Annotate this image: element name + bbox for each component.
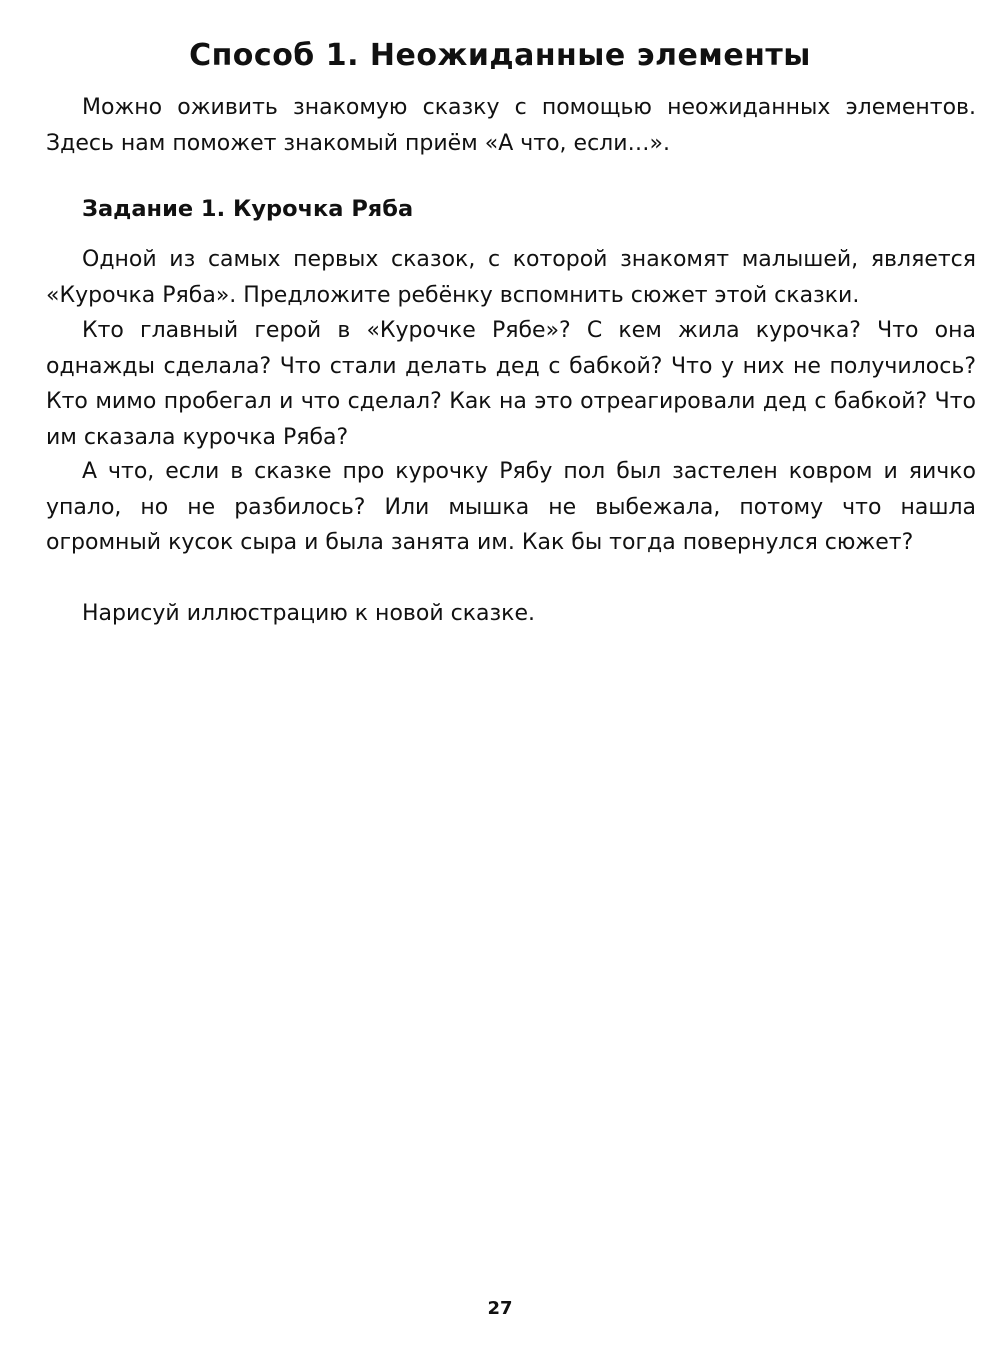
- page-number: 27: [487, 1298, 513, 1319]
- paragraph-what-if: А что, если в сказке про курочку Рябу пол был застелен ковром и яичко упало, но не разбилось? Или мышка не выбежала, потому что нашла огромный кусок сыра и была занята им. Как бы тогда повернулся сюжет?: [46, 459, 976, 555]
- paragraph-fairy-tale-intro: Одной из самых первых сказок, с которой знакомят малышей, является «Курочка Ряба». Предложите ребёнку вспомнить сюжет этой сказки.: [46, 247, 976, 308]
- section-title: Способ 1. Неожиданные элементы: [189, 38, 811, 73]
- intro-paragraph: Можно оживить знакомую сказку с помощью неожиданных элементов. Здесь нам поможет знакомый приём «А что, если…».: [46, 95, 976, 156]
- task-heading: Задание 1. Курочка Ряба: [82, 196, 414, 222]
- paragraph-draw-task: Нарисуй иллюстрацию к новой сказке.: [82, 601, 535, 626]
- paragraph-questions: Кто главный герой в «Курочке Рябе»? С кем жила курочка? Что она однажды сделала? Что стали делать дед с бабкой? Что у них не получилось? Кто мимо пробегал и что сделал? Как на это отреагировали дед с бабкой? Что им сказала курочка Ряба?: [46, 318, 976, 450]
